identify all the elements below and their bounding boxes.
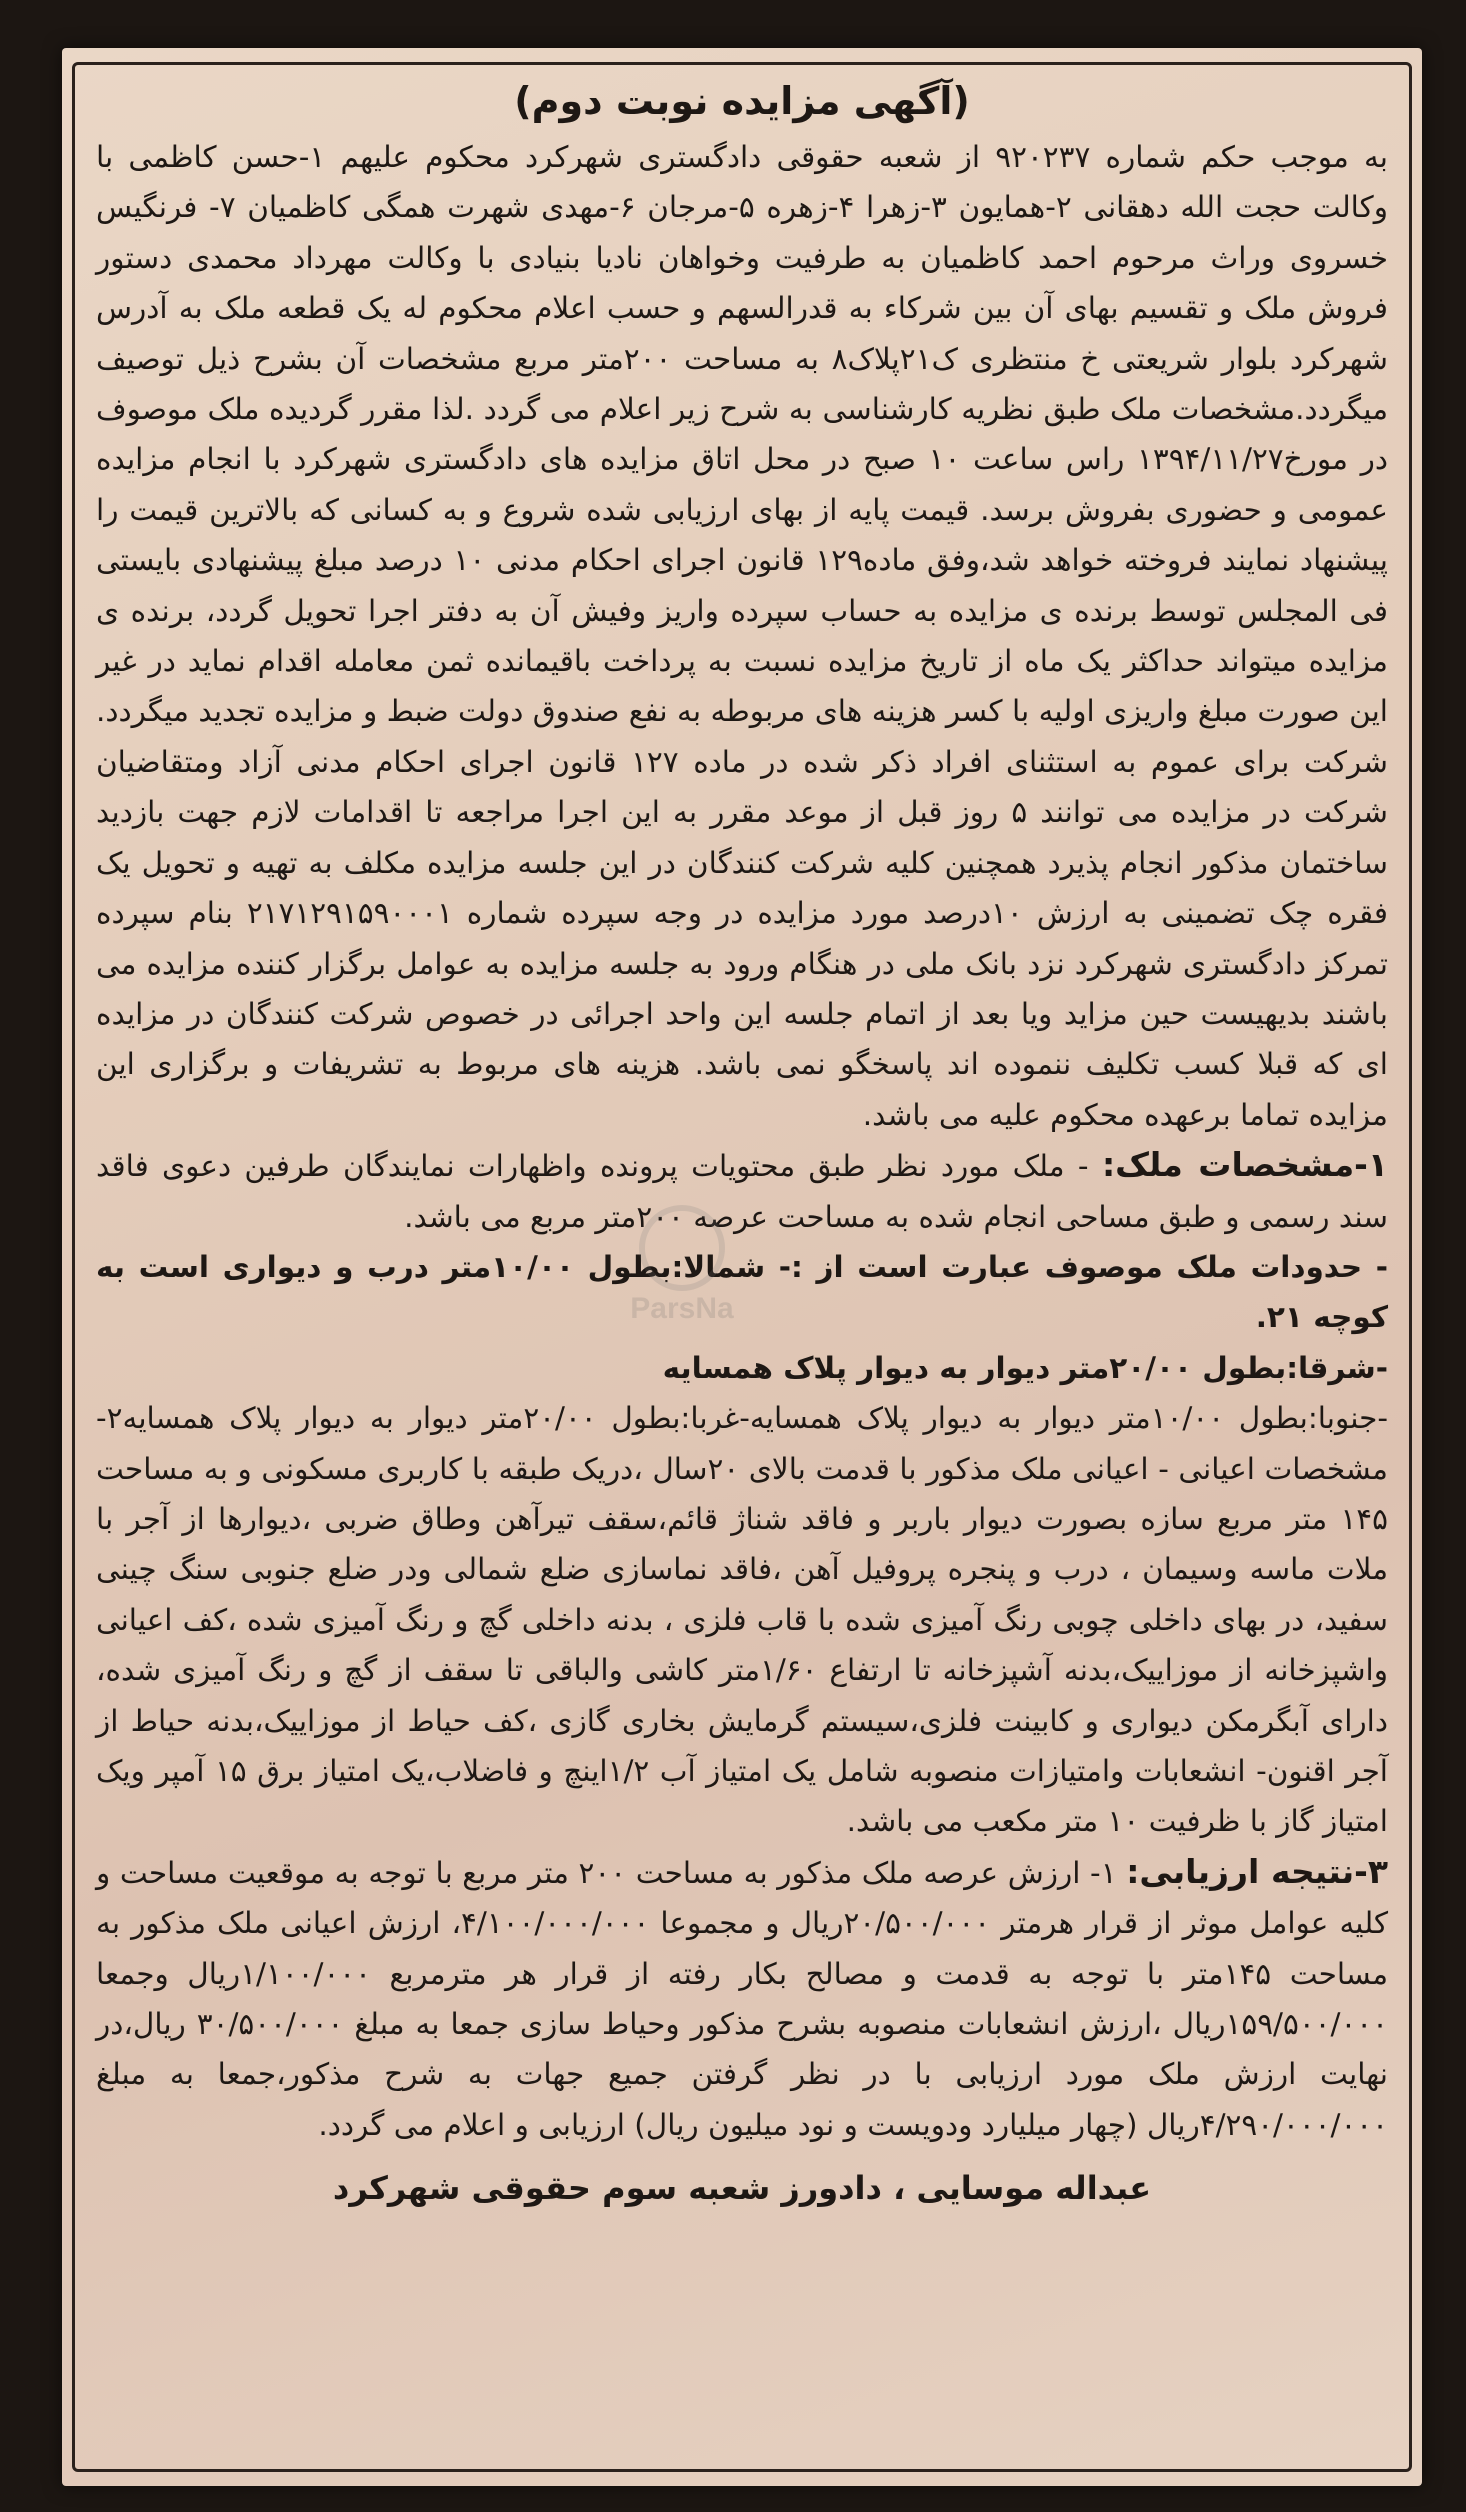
bounds-line-1: - حدودات ملک موصوف عبارت است از :- شمالا:بطول ۱۰/۰۰متر درب و دیواری است به کوچه ۲۱. (96, 1249, 1388, 1335)
notice-title: (آگهی مزایده نوبت دوم) (514, 79, 970, 123)
valuation-text: ۱- ارزش عرصه ملک مذکور به مساحت ۲۰۰ متر مربع با توجه به موقعیت مساحت و کلیه عوامل موثر از قرار هرمتر ۲۰/۵۰۰/۰۰۰ریال و مجموعا ۴/۱۰۰/۰۰۰/۰۰۰، ارزش اعیانی ملک مذکور به مساحت ۱۴۵متر با توجه به قدمت و مصالح بکار رفته از قرار هر مترمربع ۱/۱۰۰/۰۰۰ریال وجمعا ۱۵۹/۵۰۰/۰۰۰ریال ،ارزش انشعابات منصوبه بشرح مذکور وحیاط سازی جمعا به مبلغ ۳۰/۵۰۰/۰۰۰ ریال،در نهایت ارزش ملک مورد ارزیابی با در نظر گرفتن جمیع جهات به شرح مذکور،جمعا به مبلغ ۴/۲۹۰/۰۰۰/۰۰۰ریال (چهار میلیارد ودویست و نود میلیون ریال) ارزیابی و اعلام می گردد. (96, 1855, 1389, 2142)
building-specs: -جنوبا:بطول ۱۰/۰۰متر دیوار به دیوار پلاک همسایه-غربا:بطول ۲۰/۰۰متر دیوار به دیوار پلاک همسایه۲-مشخصات اعیانی - اعیانی ملک مذکور با قدمت بالای ۲۰سال ،دریک طبقه با کاربری مسکونی و به مساحت ۱۴۵ متر مربع سازه بصورت دیوار باربر و فاقد شناژ قائم،سقف تیرآهن وطاق ضربی ،دیوارها از آجر با ملات ماسه وسیمان ، درب و پنجره پروفیل آهن ،فاقد نماسازی ضلع شمالی ودر ضلع جنوبی سنگ چینی سفید، در بهای داخلی چوبی رنگ آمیزی شده با قاب فلزی ، بدنه داخلی گچ و رنگ آمیزی شده ،کف اعیانی واشپزخانه از موزاییک،بدنه آشپزخانه تا ارتفاع ۱/۶۰متر کاشی والباقی تا سقف از گچ و رنگ آمیزی شده، دارای آبگرمکن دیواری و کابینت فلزی،سیستم گرمایش بخاری گازی ،کف حیاط از موزاییک،بدنه حیاط از آجر اقنون- انشعابات وامتیازات منصوبه شامل یک امتیاز آب ۱/۲اینچ و فاضلاب،یک امتیاز برق ۱۵ آمپر ویک امتیاز گاز با ظرفیت ۱۰ متر مکعب می باشد. (96, 1401, 1389, 1839)
notice-intro: به موجب حکم شماره ۹۲۰۲۳۷ از شعبه حقوقی دادگستری شهرکرد محکوم علیهم ۱-حسن کاظمی با وکالت حجت الله دهقانی ۲-همایون ۳-زهرا ۴-زهره ۵-مرجان ۶-مهدی شهرت همگی کاظمیان ۷- فرنگیس خسروی وراث مرحوم احمد کاظمیان به طرفیت وخواهان نادیا بنیادی با وکالت مهرداد محمدی دستور فروش ملک و تقسیم بهای آن بین شرکاء به قدرالسهم و حسب اعلام محکوم له یک قطعه ملک به آدرس شهرکرد بلوار شریعتی خ منتظری ک۲۱پلاک۸ به مساحت ۲۰۰متر مربع مشخصات آن بشرح ذیل توصیف میگردد.مشخصات ملک طبق نظریه کارشناسی به شرح زیر اعلام می گردد .لذا مقرر گردیده ملک موصوف در مورخ۱۳۹۴/۱۱/۲۷ راس ساعت ۱۰ صبح در محل اتاق مزایده های دادگستری شهرکرد با انجام مزایده عمومی و حضوری بفروش برسد. قیمت پایه از بهای ارزیابی شده شروع و به کسانی که بالاترین قیمت را پیشنهاد نمایند فروخته خواهد شد،وفق ماده۱۲۹ قانون اجرای احکام مدنی ۱۰ درصد مبلغ پیشنهادی بایستی فی المجلس توسط برنده ی مزایده به حساب سپرده واریز وفیش آن به دفتر اجرا تحویل گردد، برنده ی مزایده میتواند حداکثر یک ماه از تاریخ مزایده نسبت به پرداخت باقیمانده ثمن معامله اقدام نماید در غیر این صورت مبلغ واریزی اولیه با کسر هزینه های مربوطه به نفع صندوق دولت ضبط و مزایده تجدید میگردد. شرکت برای عموم به استثنای افراد ذکر شده در ماده ۱۲۷ قانون اجرای احکام مدنی آزاد ومتقاضیان شرکت در مزایده می توانند ۵ روز قبل از موعد مقرر به این اجرا مراجعه تا اقدامات لازم جهت بازدید ساختمان مذکور انجام پذیرد همچنین کلیه شرکت کنندگان در این جلسه مزایده مکلف به تهیه و تحویل یک فقره چک تضمینی به ارزش ۱۰درصد مورد مزایده در وجه سپرده شماره ۲۱۷۱۲۹۱۵۹۰۰۰۱ بنام سپرده تمرکز دادگستری شهرکرد نزد بانک ملی در هنگام ورود به جلسه مزایده به عوامل برگزار کننده مزایده می باشند بدیهیست حین مزاید ویا بعد از اتمام جلسه این واحد اجرائی در خصوص شرکت کنندگان در مزایده ای که قبلا کسب تکلیف ننموده اند پاسخگو نمی باشد. هزینه های مربوط به تشریفات و برگزاری این مزایده تماما برعهده محکوم علیه می باشد. (96, 140, 1389, 1132)
valuation-heading: ۳-نتیجه ارزیابی: (1126, 1851, 1388, 1891)
valuation-result (96, 1847, 1388, 2150)
bounds-line-2: -شرقا:بطول ۲۰/۰۰متر دیوار به دیوار پلاک همسایه (662, 1350, 1388, 1385)
property-specs-text: - ملک مورد نظر طبق محتویات پرونده واظهارات نمایندگان طرفین دعوی فاقد سند رسمی و طبق مساحی انجام شده به مساحت عرصه ۲۰۰متر مربع می باشد. (96, 1149, 1388, 1234)
property-specs-heading: ۱-مشخصات ملک: (1101, 1145, 1388, 1185)
parsnamad-watermark-logo (582, 1198, 782, 1328)
watermark-text: ParsNa (630, 1292, 734, 1325)
signature: عبداله موسایی ، دادورز شعبه سوم حقوقی شهرکرد (332, 2169, 1152, 2208)
newspaper-clipping (62, 48, 1422, 2486)
